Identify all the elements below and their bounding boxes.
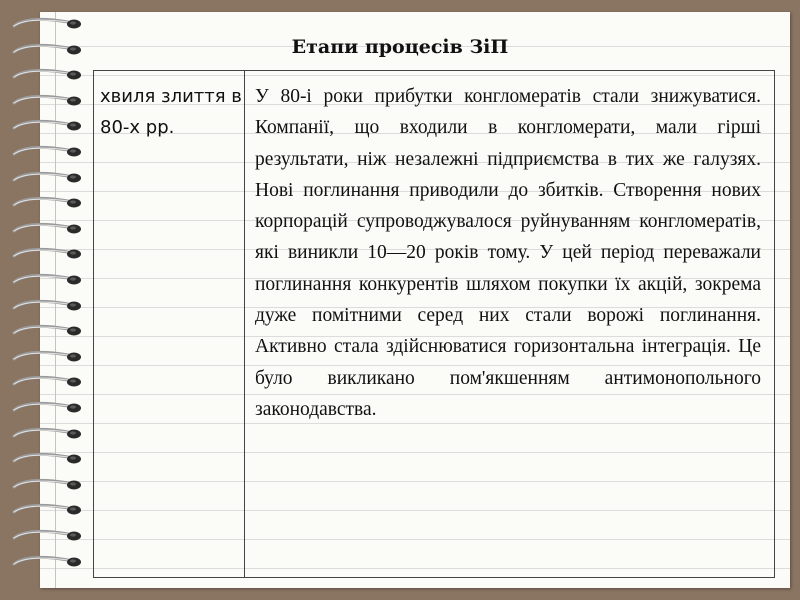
spiral-binding-ring-icon <box>10 349 84 363</box>
spiral-binding-ring-icon <box>10 426 84 440</box>
spiral-binding-ring-icon <box>10 323 84 337</box>
spiral-binding-ring-icon <box>10 272 84 286</box>
spiral-binding-ring-icon <box>10 246 84 260</box>
table-cell-description: У 80-і роки прибутки конгломератів стали знижуватися. Компанії, що входили в конгломерати, мали гірші результати, ніж незалежні підприємства в тих же галузях. Нові поглинання приводили до збитків. Створення нових корпорацій супроводжувалося руйнуванням конгломератів, які виникли 10—20 років тому. У цей період переважали поглинання конкурентів шляхом покупки їх акцій, зокрема дуже помітними серед них стали ворожі поглинання. Активно стала здійснюватися горизонтальна інтеграція. Це було викликано пом'якшенням антимонопольного законодавства. <box>255 86 761 420</box>
spiral-binding-ring-icon <box>10 477 84 491</box>
spiral-binding-ring-icon <box>10 451 84 465</box>
spiral-binding-ring-icon <box>10 554 84 568</box>
table-cell-period: хвиля злиття в 80-х рр. <box>100 86 242 138</box>
spiral-binding-ring-icon <box>10 528 84 542</box>
spiral-binding-ring-icon <box>10 16 84 30</box>
spiral-binding-ring-icon <box>10 195 84 209</box>
spiral-binding <box>0 16 90 586</box>
spiral-binding-ring-icon <box>10 374 84 388</box>
spiral-binding-ring-icon <box>10 144 84 158</box>
spiral-binding-ring-icon <box>10 221 84 235</box>
spiral-binding-ring-icon <box>10 400 84 414</box>
table-column-divider <box>244 71 245 577</box>
slide-title: Етапи процесів ЗіП <box>291 36 509 58</box>
content-table <box>93 70 775 578</box>
spiral-binding-ring-icon <box>10 170 84 184</box>
spiral-binding-ring-icon <box>10 93 84 107</box>
spiral-binding-ring-icon <box>10 502 84 516</box>
spiral-binding-ring-icon <box>10 118 84 132</box>
spiral-binding-ring-icon <box>10 298 84 312</box>
spiral-binding-ring-icon <box>10 67 84 81</box>
